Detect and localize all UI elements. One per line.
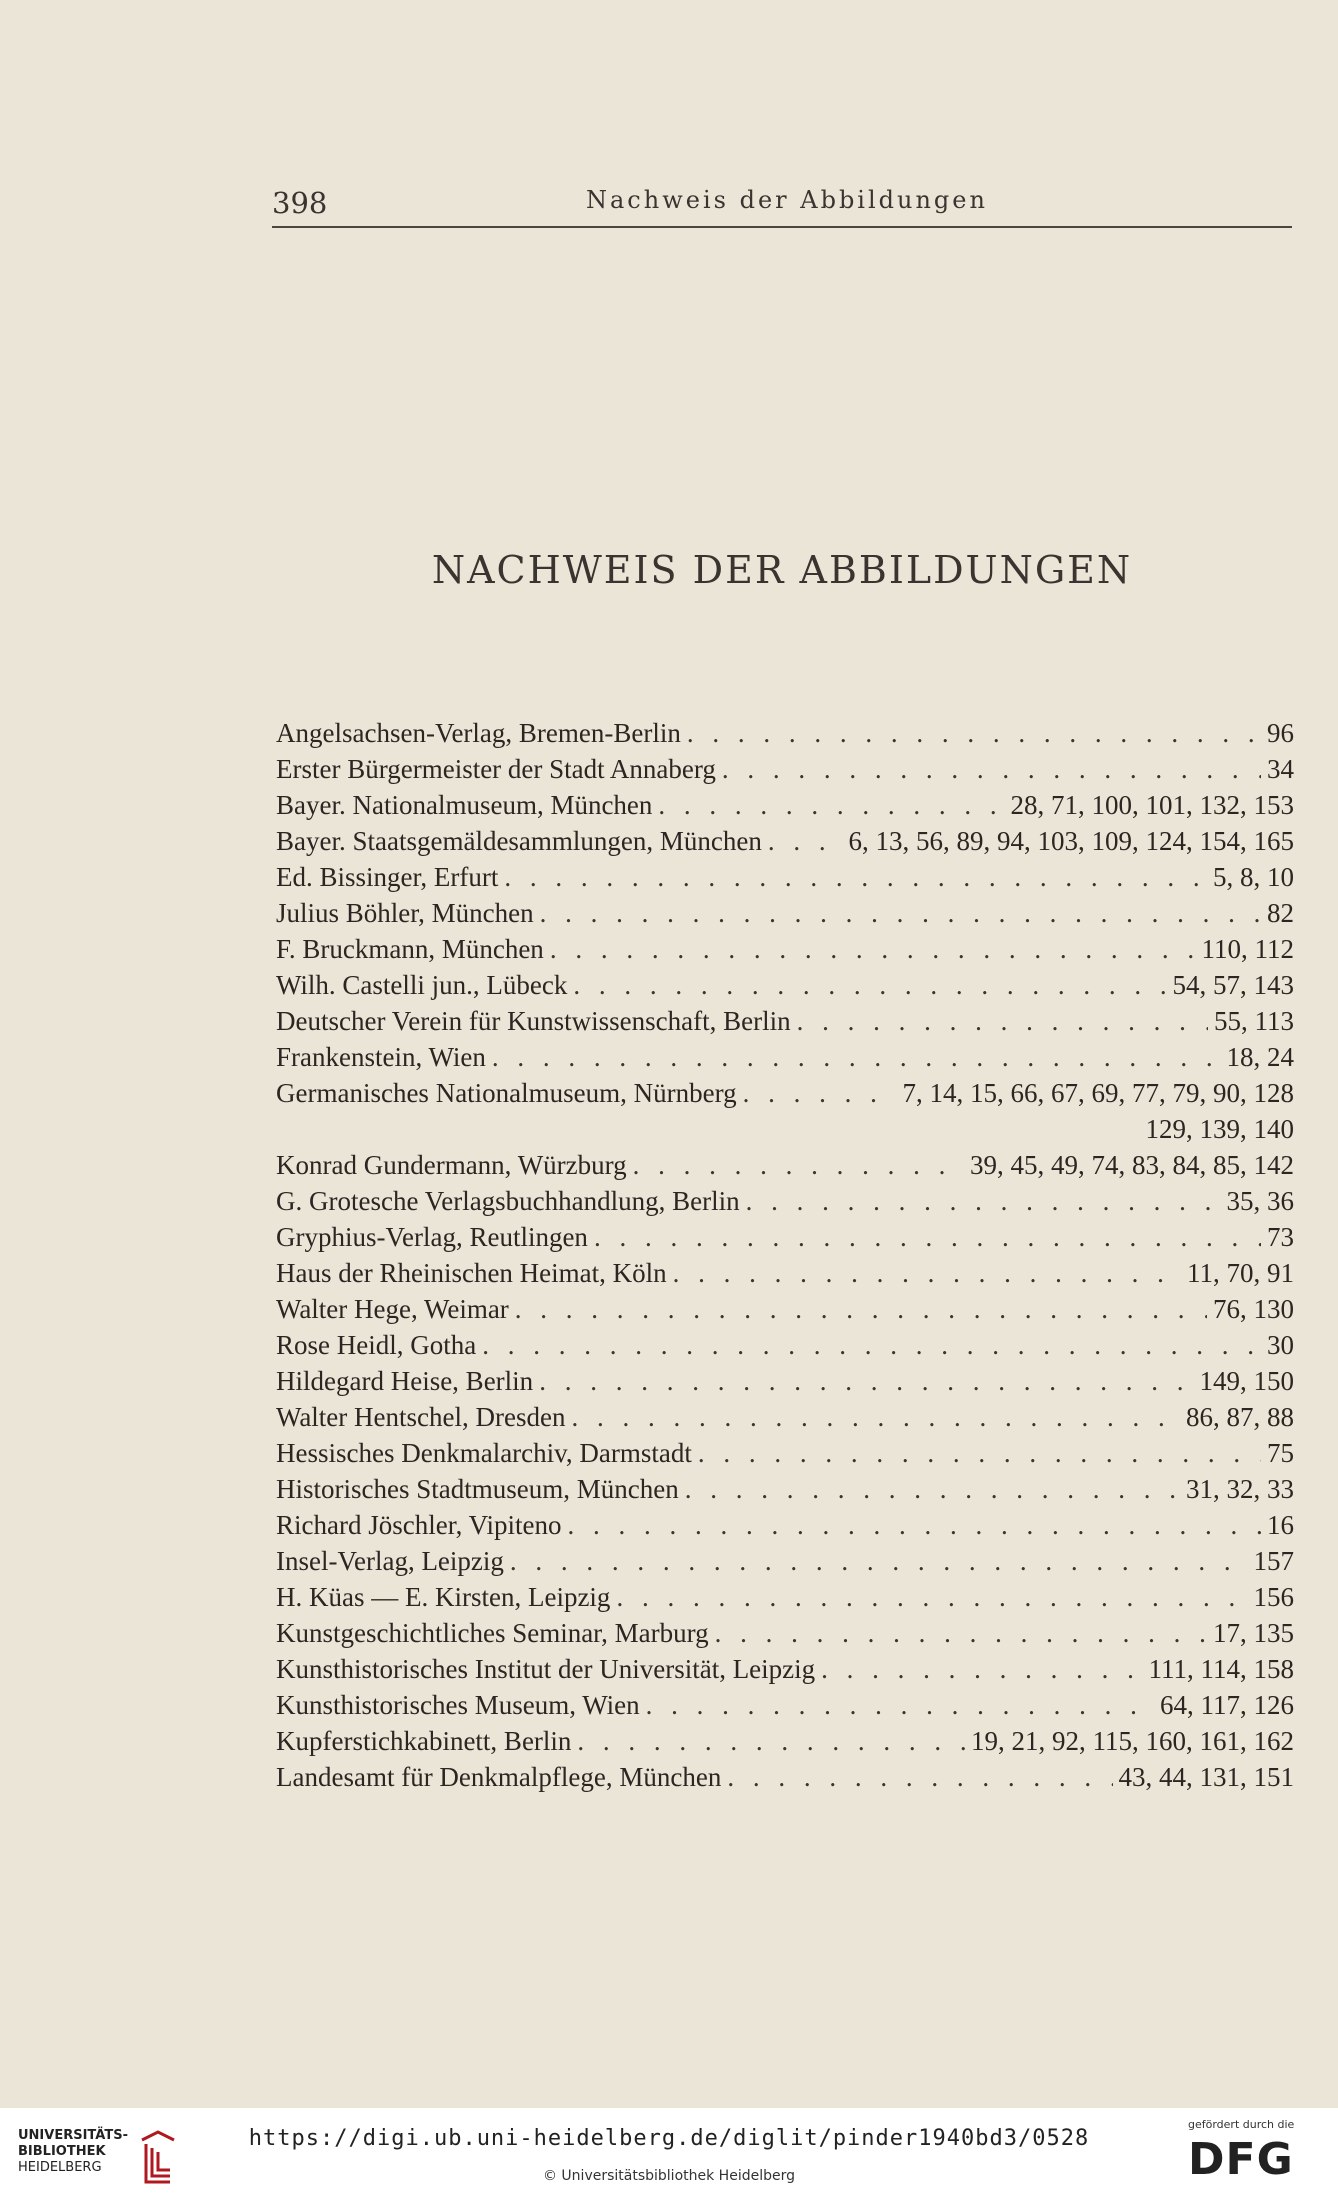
dot-leader: [821, 1651, 1142, 1687]
credit-source: Rose Heidl, Gotha: [276, 1330, 477, 1360]
dot-leader: [768, 823, 843, 859]
dot-leader: [577, 1723, 965, 1759]
credit-source: Julius Böhler, München: [276, 898, 534, 928]
credit-source: Kunstgeschichtliches Seminar, Marburg: [276, 1618, 709, 1648]
credit-entry: [276, 1471, 1294, 1507]
dot-leader: [715, 1615, 1207, 1651]
credit-entry: [276, 823, 1294, 859]
credit-source: Landesamt für Denkmalpflege, München: [276, 1762, 722, 1792]
figure-numbers: 28, 71, 100, 101, 132, 153: [1010, 790, 1294, 820]
dot-leader: [616, 1579, 1247, 1615]
credit-entry: [276, 1579, 1294, 1615]
credits-list: [276, 715, 1294, 1795]
credit-entry: [276, 1507, 1294, 1543]
dot-leader: [550, 931, 1196, 967]
dot-leader: [482, 1327, 1261, 1363]
credit-entry: [276, 1543, 1294, 1579]
credit-entry: [276, 967, 1294, 1003]
credit-source: Deutscher Verein für Kunstwissenschaft, Berlin: [276, 1006, 791, 1036]
dot-leader: [746, 1183, 1221, 1219]
dot-leader: [571, 1399, 1180, 1435]
credit-source: F. Bruckmann, München: [276, 934, 544, 964]
dot-leader: [698, 1435, 1261, 1471]
figure-numbers: 17, 135: [1213, 1618, 1294, 1648]
figure-numbers: 55, 113: [1214, 1006, 1294, 1036]
credit-entry: [276, 1435, 1294, 1471]
library-name: UNIVERSITÄTS- BIBLIOTHEK HEIDELBERG: [18, 2128, 128, 2175]
running-title: Nachweis der Abbildungen: [586, 186, 988, 214]
funding-label: gefördert durch die: [1188, 2118, 1295, 2131]
figure-numbers-continued: 129, 139, 140: [1145, 1114, 1294, 1144]
dot-leader: [515, 1291, 1207, 1327]
figure-numbers: 39, 45, 49, 74, 83, 84, 85, 142: [970, 1150, 1294, 1180]
page-title: NACHWEIS DER ABBILDUNGEN: [431, 548, 1133, 592]
figure-numbers: 64, 117, 126: [1160, 1690, 1294, 1720]
credit-entry: [276, 1003, 1294, 1039]
credit-source: Frankenstein, Wien: [276, 1042, 486, 1072]
page-number: 398: [272, 186, 328, 220]
credit-entry: [276, 1687, 1294, 1723]
credit-source: Kunsthistorisches Museum, Wien: [276, 1690, 640, 1720]
dot-leader: [594, 1219, 1261, 1255]
credit-entry: [276, 751, 1294, 787]
credit-entry: [276, 1219, 1294, 1255]
figure-numbers: 157: [1253, 1546, 1294, 1576]
credit-entry: [276, 715, 1294, 751]
figure-numbers: 19, 21, 92, 115, 160, 161, 162: [971, 1726, 1294, 1756]
dot-leader: [510, 1543, 1248, 1579]
figure-numbers: 31, 32, 33: [1186, 1474, 1294, 1504]
dfg-wordmark: DFG: [1188, 2134, 1294, 2185]
dot-leader: [646, 1687, 1154, 1723]
dot-leader: [492, 1039, 1221, 1075]
dot-leader: [687, 715, 1261, 751]
credit-source: Germanisches Nationalmuseum, Nürnberg: [276, 1078, 737, 1108]
credit-entry: [276, 895, 1294, 931]
dfg-logo[interactable]: [1182, 2118, 1322, 2193]
dot-leader: [540, 895, 1261, 931]
dot-leader: [568, 1507, 1262, 1543]
credit-entry: [276, 1183, 1294, 1219]
credit-source: H. Küas — E. Kirsten, Leipzig: [276, 1582, 611, 1612]
dot-leader: [685, 1471, 1180, 1507]
figure-numbers: 6, 13, 56, 89, 94, 103, 109, 124, 154, 165: [848, 826, 1294, 856]
credit-entry: [276, 859, 1294, 895]
credit-source: Gryphius-Verlag, Reutlingen: [276, 1222, 588, 1252]
credit-entry: [276, 1147, 1294, 1183]
figure-numbers: 75: [1267, 1438, 1294, 1468]
credit-source: Hessisches Denkmalarchiv, Darmstadt: [276, 1438, 692, 1468]
credit-source: Kupferstichkabinett, Berlin: [276, 1726, 572, 1756]
dot-leader: [658, 787, 1004, 823]
credit-entry: [276, 1363, 1294, 1399]
figure-numbers: 82: [1267, 898, 1294, 928]
running-head: [272, 186, 1292, 228]
figure-numbers: 111, 114, 158: [1148, 1654, 1294, 1684]
credit-entry: [276, 1615, 1294, 1651]
figure-numbers: 76, 130: [1213, 1294, 1294, 1324]
dot-leader: [539, 1363, 1193, 1399]
credit-source: G. Grotesche Verlagsbuchhandlung, Berlin: [276, 1186, 740, 1216]
credit-source: Wilh. Castelli jun., Lübeck: [276, 970, 568, 1000]
credit-source: Historisches Stadtmuseum, München: [276, 1474, 679, 1504]
credit-source: Bayer. Nationalmuseum, München: [276, 790, 653, 820]
figure-numbers: 149, 150: [1199, 1366, 1294, 1396]
figure-numbers: 18, 24: [1226, 1042, 1294, 1072]
figure-numbers: 5, 8, 10: [1213, 862, 1294, 892]
credit-source: Erster Bürgermeister der Stadt Annaberg: [276, 754, 716, 784]
credit-source: Bayer. Staatsgemäldesammlungen, München: [276, 826, 762, 856]
figure-numbers: 96: [1267, 718, 1294, 748]
credit-entry: [276, 1399, 1294, 1435]
copyright-notice: © Universitätsbibliothek Heidelberg: [542, 2168, 795, 2184]
figure-numbers: 11, 70, 91: [1187, 1258, 1294, 1288]
credit-source: Ed. Bissinger, Erfurt: [276, 862, 499, 892]
credit-entry: [276, 1039, 1294, 1075]
dot-leader: [673, 1255, 1181, 1291]
credit-entry: [276, 1723, 1294, 1759]
dot-leader: [727, 1759, 1112, 1795]
dot-leader: [722, 751, 1261, 787]
credit-entry: [276, 1075, 1294, 1111]
figure-numbers: 7, 14, 15, 66, 67, 69, 77, 79, 90, 128: [902, 1078, 1294, 1108]
credit-source: Walter Hege, Weimar: [276, 1294, 509, 1324]
figure-numbers: 16: [1267, 1510, 1294, 1540]
credit-entry: [276, 1759, 1294, 1795]
viewer-footer: [0, 2108, 1338, 2199]
dot-leader: [633, 1147, 964, 1183]
dot-leader: [504, 859, 1207, 895]
figure-numbers: 35, 36: [1226, 1186, 1294, 1216]
credit-entry: [276, 787, 1294, 823]
dot-leader: [743, 1075, 897, 1111]
credit-entry: [276, 1327, 1294, 1363]
credit-source: Walter Hentschel, Dresden: [276, 1402, 566, 1432]
credit-source: Insel-Verlag, Leipzig: [276, 1546, 504, 1576]
credit-source: Konrad Gundermann, Würzburg: [276, 1150, 627, 1180]
dot-leader: [573, 967, 1166, 1003]
credit-source: Hildegard Heise, Berlin: [276, 1366, 534, 1396]
figure-numbers: 156: [1253, 1582, 1294, 1612]
credit-entry: [276, 931, 1294, 967]
permalink-url[interactable]: https://digi.ub.uni-heidelberg.de/diglit/pinder1940bd3/0528: [248, 2126, 1090, 2151]
credit-entry: [276, 1291, 1294, 1327]
figure-numbers: 34: [1267, 754, 1294, 784]
figure-numbers: 43, 44, 131, 151: [1118, 1762, 1294, 1792]
credit-source: Angelsachsen-Verlag, Bremen-Berlin: [276, 718, 681, 748]
figure-numbers: 110, 112: [1201, 934, 1294, 964]
figure-numbers: 73: [1267, 1222, 1294, 1252]
figure-numbers: 30: [1267, 1330, 1294, 1360]
credit-source: Kunsthistorisches Institut der Universität, Leipzig: [276, 1654, 816, 1684]
dot-leader: [797, 1003, 1208, 1039]
credit-source: Haus der Rheinischen Heimat, Köln: [276, 1258, 667, 1288]
figure-numbers: 86, 87, 88: [1186, 1402, 1294, 1432]
figure-numbers: 54, 57, 143: [1172, 970, 1294, 1000]
credit-source: Richard Jöschler, Vipiteno: [276, 1510, 562, 1540]
credit-entry: [276, 1651, 1294, 1687]
credit-entry: [276, 1255, 1294, 1291]
